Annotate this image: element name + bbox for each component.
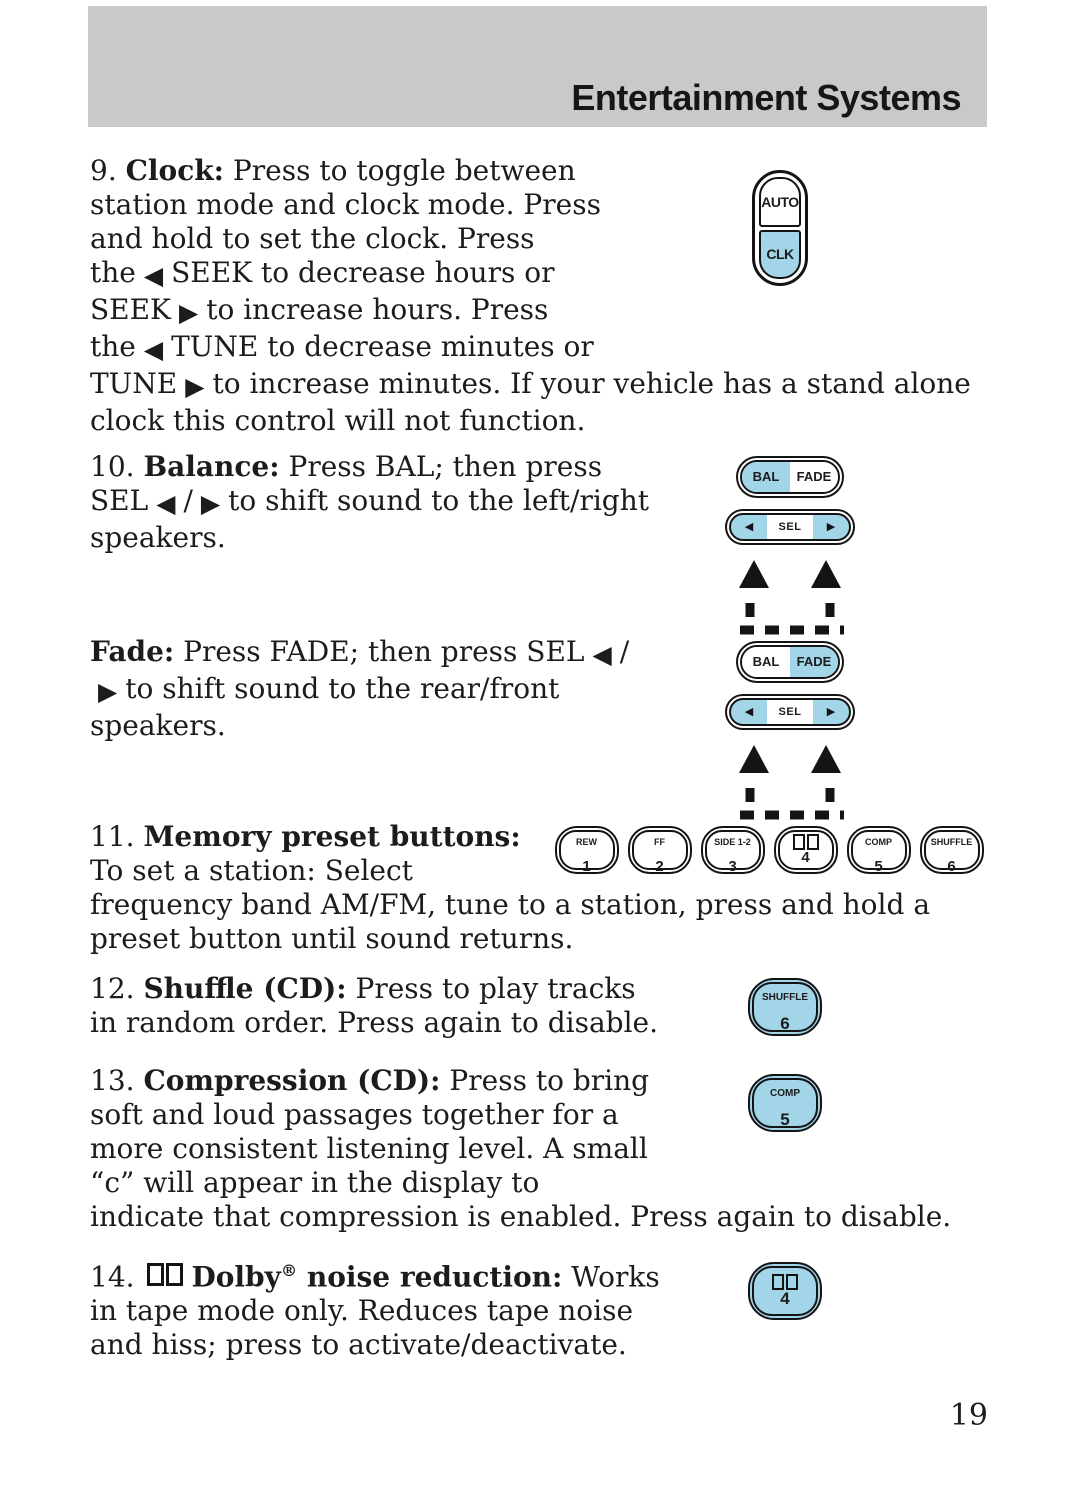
bal-fade-button xyxy=(736,456,844,498)
shuffle-button-label: SHUFFLE xyxy=(761,991,809,1003)
preset-button-number: 3 xyxy=(728,857,737,875)
item-9-clock xyxy=(90,154,990,438)
dashed-bracket xyxy=(734,601,846,635)
preset-button-6 xyxy=(920,826,984,874)
sel-label: SEL xyxy=(767,700,813,724)
comp-button xyxy=(748,1074,822,1132)
sel-right-arrow-icon: ▶ xyxy=(826,705,836,718)
left-triangle-icon: ◀ xyxy=(156,489,176,518)
sel-button xyxy=(725,694,855,730)
dolby-button-figure xyxy=(660,1254,990,1326)
bal-fade-button xyxy=(736,641,844,683)
preset-button-5 xyxy=(847,826,911,874)
right-triangle-icon: ▶ xyxy=(200,489,221,518)
item-13-text: 13. Compression (CD): Press to bring soft and loud passages together for a more consistent listening level. A small “c” will appear in the display to indicate that compression is enabled. Press again to disable. xyxy=(90,1064,952,1233)
page-header-bar xyxy=(88,6,987,127)
dashed-bracket xyxy=(734,786,846,820)
balance-buttons-figure xyxy=(660,450,990,635)
clock-button-figure xyxy=(660,154,990,364)
preset-button-row xyxy=(555,826,984,874)
bal-button: BAL xyxy=(742,647,790,677)
item-12-text: 12. Shuffle (CD): Press to play tracks in random order. Press again to disable. xyxy=(90,972,659,1039)
sel-button xyxy=(725,509,855,545)
comp-button-number: 5 xyxy=(780,1109,790,1129)
dolby-icon xyxy=(793,834,819,850)
comp-button-figure xyxy=(660,1064,990,1170)
press-arrows xyxy=(739,560,841,588)
preset-button-2 xyxy=(628,826,692,874)
dolby-button xyxy=(748,1262,822,1320)
preset-button-3 xyxy=(701,826,765,874)
preset-button-label: REW xyxy=(576,836,597,847)
item-13-compression xyxy=(90,1064,990,1234)
dolby-icon xyxy=(772,1274,798,1290)
up-arrow-icon xyxy=(739,745,769,773)
preset-button-label: SIDE 1-2 xyxy=(714,836,751,847)
auto-button xyxy=(759,177,801,227)
fade-buttons-figure xyxy=(660,635,990,820)
preset-button-number: 1 xyxy=(582,857,591,875)
item-10-fade xyxy=(90,635,990,743)
preset-button-label: COMP xyxy=(865,836,892,847)
shuffle-button xyxy=(748,978,822,1036)
preset-button-label: FF xyxy=(654,836,665,847)
fade-button: FADE xyxy=(790,647,838,677)
dolby-icon xyxy=(147,1263,183,1286)
up-arrow-icon xyxy=(739,560,769,588)
right-triangle-icon: ▶ xyxy=(98,677,118,706)
auto-button-label: AUTO xyxy=(761,193,799,210)
right-triangle-icon: ▶ xyxy=(185,372,205,401)
preset-button-label: SHUFFLE xyxy=(930,836,973,847)
shuffle-button-number: 6 xyxy=(780,1013,790,1033)
up-arrow-icon xyxy=(811,560,841,588)
item-14-text: 14. Dolby® noise reduction: Works in tape mode only. Reduces tape noise and hiss; press to activate/deactivate. xyxy=(90,1260,660,1362)
left-triangle-icon: ◀ xyxy=(143,261,164,290)
item-10-balance-text: 10. Balance: Press BAL; then press SEL ◀ / ▶ to shift sound to the left/right speakers. xyxy=(90,450,650,554)
clk-button xyxy=(759,230,801,280)
sel-left-arrow-icon: ◀ xyxy=(744,520,754,533)
shuffle-button-figure xyxy=(660,972,990,1048)
item-10-fade-text: Fade: Press FADE; then press SEL ◀ /▶ to shift sound to the rear/front speakers. xyxy=(90,635,630,742)
sel-left-arrow-icon: ◀ xyxy=(744,705,754,718)
preset-button-number: 4 xyxy=(801,848,810,866)
auto-clk-rocker-button xyxy=(752,170,808,286)
page-title: Entertainment Systems xyxy=(571,77,961,118)
up-arrow-icon xyxy=(811,745,841,773)
preset-button-4 xyxy=(774,826,838,874)
page-content xyxy=(90,128,990,1362)
item-14-dolby xyxy=(90,1254,990,1362)
comp-button-label: COMP xyxy=(770,1087,800,1099)
dolby-button-number: 4 xyxy=(780,1288,790,1308)
press-arrows xyxy=(739,745,841,773)
preset-button-number: 5 xyxy=(874,857,883,875)
page-number: 19 xyxy=(949,1398,988,1433)
item-9-text: 9. Clock: Press to toggle between station mode and clock mode. Press and hold to set the clock. Press the ◀ SEEK to decrease hours or SEEK ▶ to increase hours. Press the ◀ TUNE to decrease minutes or TUNE ▶ to increase minutes. If your vehicle has a stand alone clock this control will not function. xyxy=(90,154,971,437)
item-11-text: 11. Memory preset buttons: To set a station: Select frequency band AM/FM, tune to a station, press and hold a preset button until sound returns. xyxy=(90,820,931,955)
left-triangle-icon: ◀ xyxy=(592,640,612,669)
clk-button-label: CLK xyxy=(766,246,794,263)
preset-button-number: 6 xyxy=(947,857,956,875)
item-12-shuffle xyxy=(90,972,990,1040)
sel-label: SEL xyxy=(767,515,813,539)
right-triangle-icon: ▶ xyxy=(178,298,199,327)
left-triangle-icon: ◀ xyxy=(143,335,164,364)
bal-button: BAL xyxy=(742,462,790,492)
preset-button-1 xyxy=(555,826,619,874)
preset-buttons-figure xyxy=(548,820,990,874)
preset-button-number: 2 xyxy=(655,857,664,875)
fade-button: FADE xyxy=(790,462,838,492)
sel-right-arrow-icon: ▶ xyxy=(826,520,836,533)
item-11-memory-presets xyxy=(90,820,990,956)
item-10-balance xyxy=(90,450,990,555)
